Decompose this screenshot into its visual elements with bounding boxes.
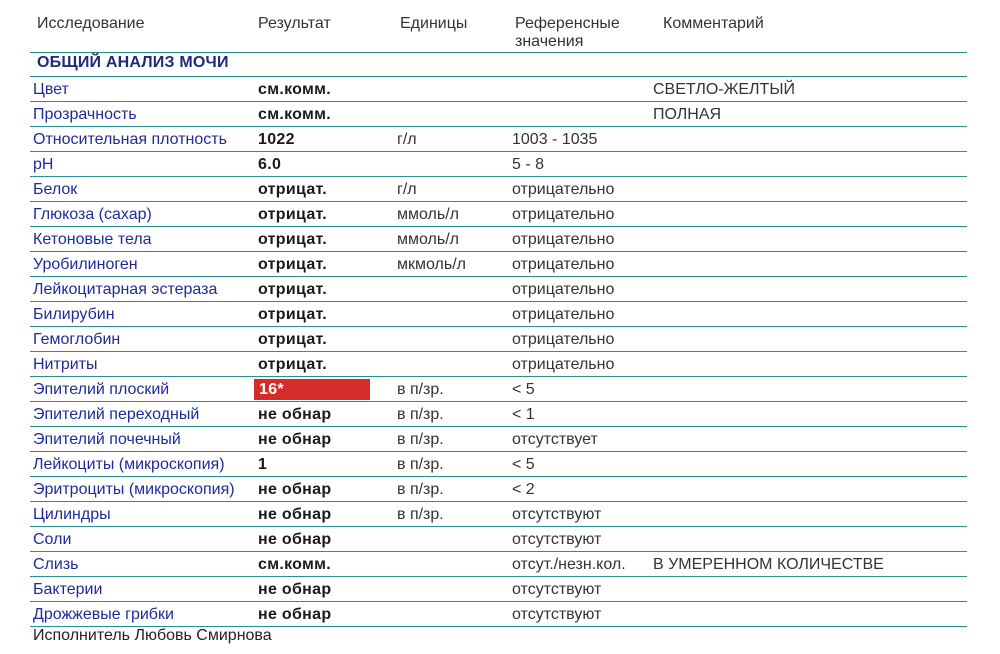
test-result: не обнар [258, 481, 332, 498]
test-name: Билирубин [33, 306, 115, 323]
test-name: Лейкоцитарная эстераза [33, 281, 218, 298]
header-result: Результат [258, 15, 331, 32]
test-comment: ПОЛНАЯ [653, 106, 722, 123]
test-units: в п/зр. [397, 506, 444, 523]
test-name: Лейкоциты (микроскопия) [33, 456, 225, 473]
test-result: отрицат. [258, 306, 328, 323]
table-row [0, 227, 1000, 252]
table-row [0, 202, 1000, 227]
test-reference: отсутствует [512, 431, 598, 448]
test-reference: отсутствуют [512, 606, 602, 623]
test-result: отрицат. [258, 206, 328, 223]
test-reference: 5 - 8 [512, 156, 545, 173]
test-result: 1 [258, 456, 268, 473]
test-units: в п/зр. [397, 381, 444, 398]
table-row [0, 477, 1000, 502]
table-row [0, 427, 1000, 452]
table-row [0, 152, 1000, 177]
table-row [0, 102, 1000, 127]
test-result: отрицат. [258, 356, 328, 373]
test-reference: отсутствуют [512, 581, 602, 598]
test-name: Гемоглобин [33, 331, 121, 348]
test-reference: отсутствуют [512, 531, 602, 548]
test-name: Цвет [33, 81, 69, 98]
test-units: мкмоль/л [397, 256, 466, 273]
test-result: не обнар [258, 606, 332, 623]
table-row [0, 452, 1000, 477]
test-reference: отрицательно [512, 331, 615, 348]
header-test: Исследование [37, 15, 145, 32]
table-row [0, 527, 1000, 552]
test-reference: отсут./незн.кол. [512, 556, 626, 573]
test-name: Слизь [33, 556, 79, 573]
test-result: 1022 [258, 131, 295, 148]
test-reference: отрицательно [512, 206, 615, 223]
test-name: Нитриты [33, 356, 98, 373]
test-result: см.комм. [258, 81, 332, 98]
header-comment: Комментарий [663, 15, 764, 32]
test-result: отрицат. [258, 256, 328, 273]
test-reference: < 5 [512, 381, 535, 398]
table-row [0, 577, 1000, 602]
test-units: ммоль/л [397, 206, 459, 223]
test-result: не обнар [258, 406, 332, 423]
test-comment: В УМЕРЕННОМ КОЛИЧЕСТВЕ [653, 556, 884, 573]
test-units: г/л [397, 181, 417, 198]
test-result: отрицат. [258, 281, 328, 298]
test-name: Эпителий переходный [33, 406, 200, 423]
test-reference: отрицательно [512, 306, 615, 323]
table-row [0, 277, 1000, 302]
test-units: в п/зр. [397, 456, 444, 473]
test-units: ммоль/л [397, 231, 459, 248]
test-reference: отрицательно [512, 231, 615, 248]
test-reference: отрицательно [512, 356, 615, 373]
test-reference: отрицательно [512, 181, 615, 198]
test-name: Относительная плотность [33, 131, 227, 148]
table-row [0, 502, 1000, 527]
test-name: Прозрачность [33, 106, 137, 123]
test-units: в п/зр. [397, 431, 444, 448]
table-row [0, 402, 1000, 427]
header-units: Единицы [400, 15, 468, 32]
table-row [0, 127, 1000, 152]
test-units: в п/зр. [397, 406, 444, 423]
test-result: 6.0 [258, 156, 282, 173]
test-result: не обнар [258, 581, 332, 598]
table-row [0, 252, 1000, 277]
test-result: не обнар [258, 431, 332, 448]
table-row [0, 352, 1000, 377]
test-name: Эпителий плоский [33, 381, 170, 398]
test-result: отрицат. [258, 181, 328, 198]
test-units: в п/зр. [397, 481, 444, 498]
performer-footer: Исполнитель Любовь Смирнова [33, 627, 272, 644]
test-name: pH [33, 156, 54, 173]
test-result: не обнар [258, 531, 332, 548]
test-result: не обнар [258, 506, 332, 523]
test-name: Соли [33, 531, 72, 548]
section-title: ОБЩИЙ АНАЛИЗ МОЧИ [37, 54, 229, 71]
test-reference: < 5 [512, 456, 535, 473]
test-name: Цилиндры [33, 506, 111, 523]
table-row [0, 602, 1000, 627]
test-reference: < 2 [512, 481, 535, 498]
table-row [0, 177, 1000, 202]
test-units: г/л [397, 131, 417, 148]
test-reference: 1003 - 1035 [512, 131, 598, 148]
test-reference: < 1 [512, 406, 535, 423]
test-result: см.комм. [258, 556, 332, 573]
table-row [0, 302, 1000, 327]
test-name: Глюкоза (сахар) [33, 206, 152, 223]
test-name: Эпителий почечный [33, 431, 181, 448]
table-row [0, 327, 1000, 352]
test-name: Эритроциты (микроскопия) [33, 481, 235, 498]
test-name: Уробилиноген [33, 256, 138, 273]
table-row [0, 552, 1000, 577]
test-reference: отрицательно [512, 256, 615, 273]
test-name: Кетоновые тела [33, 231, 152, 248]
test-result: отрицат. [258, 331, 328, 348]
test-reference: отрицательно [512, 281, 615, 298]
test-comment: СВЕТЛО-ЖЕЛТЫЙ [653, 81, 795, 98]
test-result: 16* [259, 381, 284, 398]
test-name: Дрожжевые грибки [33, 606, 174, 623]
test-reference: отсутствуют [512, 506, 602, 523]
header-ref-line1: Референсные [515, 15, 620, 32]
test-result: см.комм. [258, 106, 332, 123]
header-ref-line2: значения [515, 33, 584, 50]
test-name: Белок [33, 181, 78, 198]
table-row [0, 77, 1000, 102]
table-row [0, 377, 1000, 402]
test-name: Бактерии [33, 581, 103, 598]
test-result: отрицат. [258, 231, 328, 248]
